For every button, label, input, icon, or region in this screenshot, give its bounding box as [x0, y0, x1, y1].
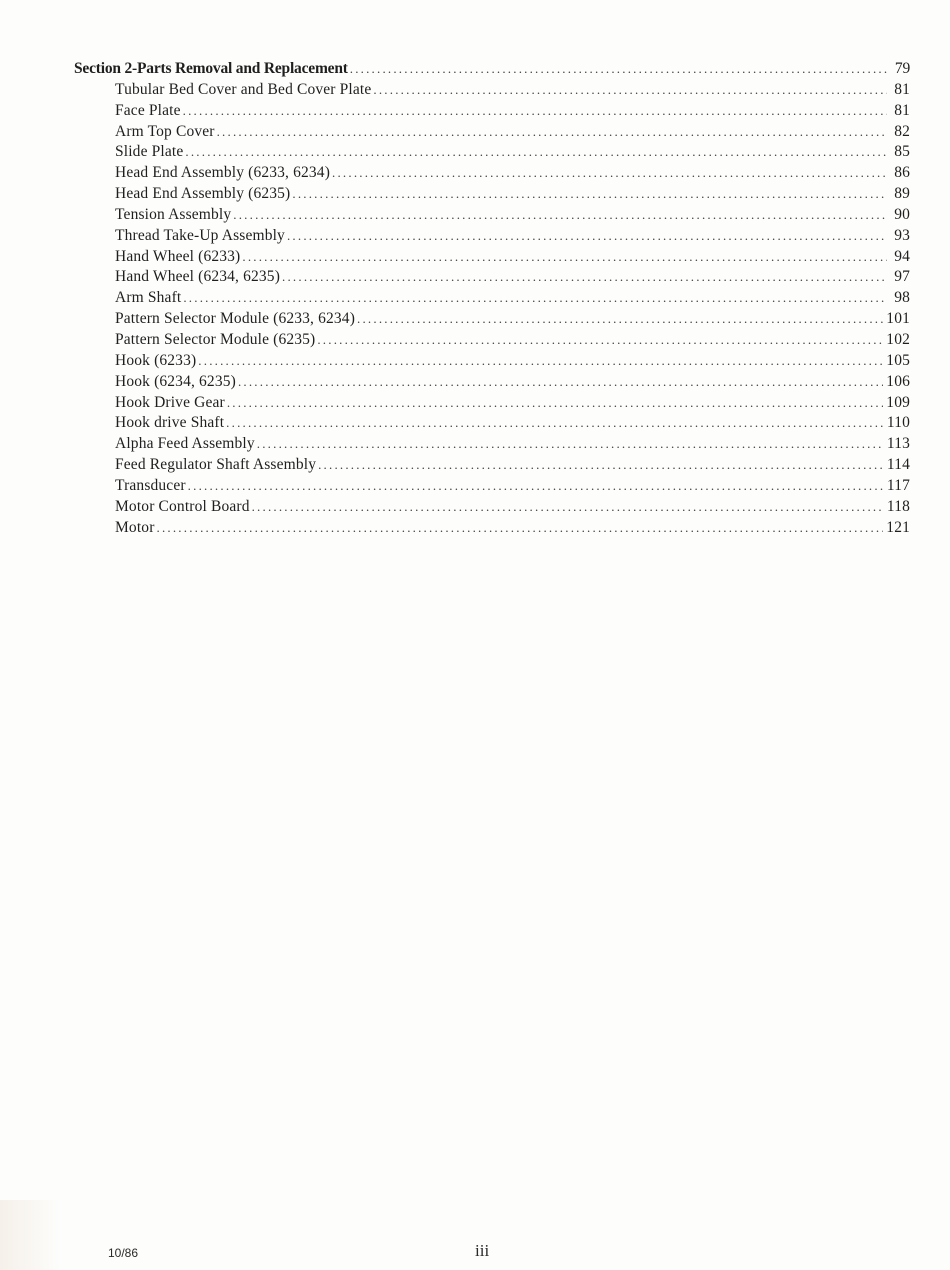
dot-leader — [198, 351, 883, 372]
dot-leader — [238, 372, 883, 393]
dot-leader — [188, 476, 884, 497]
toc-entry[interactable] — [74, 309, 910, 330]
dot-leader — [157, 518, 884, 539]
dot-leader — [257, 434, 884, 455]
toc-section-title: Section 2-Parts Removal and Replacement — [74, 60, 348, 77]
toc-entry-page: 118 — [886, 497, 910, 515]
toc-entry-title: Slide Plate — [115, 143, 184, 161]
toc-entry[interactable] — [74, 330, 910, 351]
table-of-contents — [74, 59, 910, 538]
toc-entry-page: 90 — [894, 205, 910, 223]
dot-leader — [373, 80, 887, 101]
toc-entry[interactable] — [74, 142, 910, 163]
toc-entry-title: Hand Wheel (6233) — [115, 247, 241, 265]
toc-entry-page: 109 — [886, 393, 910, 411]
dot-leader — [350, 59, 887, 80]
toc-entry-page: 93 — [894, 226, 910, 244]
toc-entry[interactable] — [74, 226, 910, 247]
toc-entry-title: Transducer — [115, 476, 186, 494]
toc-entry[interactable] — [74, 205, 910, 226]
toc-entry-title: Hook (6234, 6235) — [115, 372, 236, 390]
toc-entry-title: Tubular Bed Cover and Bed Cover Plate — [115, 80, 372, 98]
dot-leader — [227, 393, 883, 414]
toc-entry-page: 94 — [894, 247, 910, 265]
toc-entry-title: Face Plate — [115, 101, 181, 119]
toc-entry-page: 81 — [894, 101, 910, 119]
toc-entry-title: Head End Assembly (6235) — [115, 185, 291, 203]
toc-section-page: 79 — [894, 60, 910, 77]
toc-entry[interactable] — [74, 122, 910, 143]
toc-entry-title: Hook (6233) — [115, 351, 197, 369]
toc-entry[interactable] — [74, 476, 910, 497]
dot-leader — [183, 101, 887, 122]
toc-entry-page: 86 — [894, 164, 910, 182]
toc-entry-page: 81 — [894, 80, 910, 98]
page-edge-shadow — [0, 1200, 60, 1270]
toc-entry[interactable] — [74, 434, 910, 455]
dot-leader — [287, 226, 887, 247]
toc-entry[interactable] — [74, 497, 910, 518]
toc-entry-title: Feed Regulator Shaft Assembly — [115, 456, 317, 474]
dot-leader — [185, 142, 887, 163]
dot-leader — [183, 288, 887, 309]
toc-entry-title: Thread Take-Up Assembly — [115, 226, 285, 244]
toc-entry-page: 117 — [886, 476, 910, 494]
toc-entry-page: 106 — [886, 372, 910, 390]
toc-entry-page: 82 — [894, 122, 910, 140]
dot-leader — [282, 267, 887, 288]
toc-entry[interactable] — [74, 80, 910, 101]
toc-entry-title: Motor — [115, 518, 155, 536]
toc-entry[interactable] — [74, 413, 910, 434]
toc-entry-title: Pattern Selector Module (6233, 6234) — [115, 310, 356, 328]
toc-entry-page: 97 — [894, 268, 910, 286]
toc-entry-title: Motor Control Board — [115, 497, 250, 515]
toc-entry[interactable] — [74, 372, 910, 393]
dot-leader — [318, 455, 884, 476]
dot-leader — [317, 330, 883, 351]
toc-section-row[interactable] — [74, 59, 910, 80]
dot-leader — [217, 122, 887, 143]
toc-entry-page: 113 — [886, 435, 910, 453]
toc-entry-title: Arm Shaft — [115, 289, 182, 307]
footer-page-number: iii — [475, 1241, 490, 1260]
toc-entry[interactable] — [74, 163, 910, 184]
toc-entry-page: 101 — [886, 310, 910, 328]
toc-entry-title: Arm Top Cover — [115, 122, 215, 140]
toc-entry[interactable] — [74, 393, 910, 414]
toc-entry-title: Hook Drive Gear — [115, 393, 225, 411]
dot-leader — [226, 413, 884, 434]
toc-entry-page: 105 — [886, 351, 910, 369]
toc-entry-page: 114 — [886, 456, 910, 474]
toc-entry-title: Pattern Selector Module (6235) — [115, 330, 316, 348]
dot-leader — [332, 163, 887, 184]
toc-entry-title: Tension Assembly — [115, 205, 232, 223]
toc-entry-title: Head End Assembly (6233, 6234) — [115, 164, 331, 182]
dot-leader — [233, 205, 887, 226]
toc-entry-page: 110 — [886, 414, 910, 432]
toc-entry-title: Alpha Feed Assembly — [115, 435, 255, 453]
toc-entry[interactable] — [74, 518, 910, 539]
toc-entry-page: 121 — [886, 518, 910, 536]
toc-entry[interactable] — [74, 288, 910, 309]
toc-entry[interactable] — [74, 184, 910, 205]
toc-entry-title: Hook drive Shaft — [115, 414, 225, 432]
dot-leader — [252, 497, 884, 518]
toc-entry[interactable] — [74, 247, 910, 268]
toc-entry-page: 102 — [886, 330, 910, 348]
dot-leader — [357, 309, 883, 330]
toc-entry-page: 98 — [894, 289, 910, 307]
dot-leader — [242, 247, 887, 268]
toc-entry-page: 85 — [894, 143, 910, 161]
dot-leader — [292, 184, 887, 205]
toc-entry-title: Hand Wheel (6234, 6235) — [115, 268, 281, 286]
toc-entry[interactable] — [74, 101, 910, 122]
toc-entry-page: 89 — [894, 185, 910, 203]
toc-entry[interactable] — [74, 455, 910, 476]
toc-entry[interactable] — [74, 351, 910, 372]
toc-entry[interactable] — [74, 267, 910, 288]
footer-date: 10/86 — [108, 1246, 139, 1260]
